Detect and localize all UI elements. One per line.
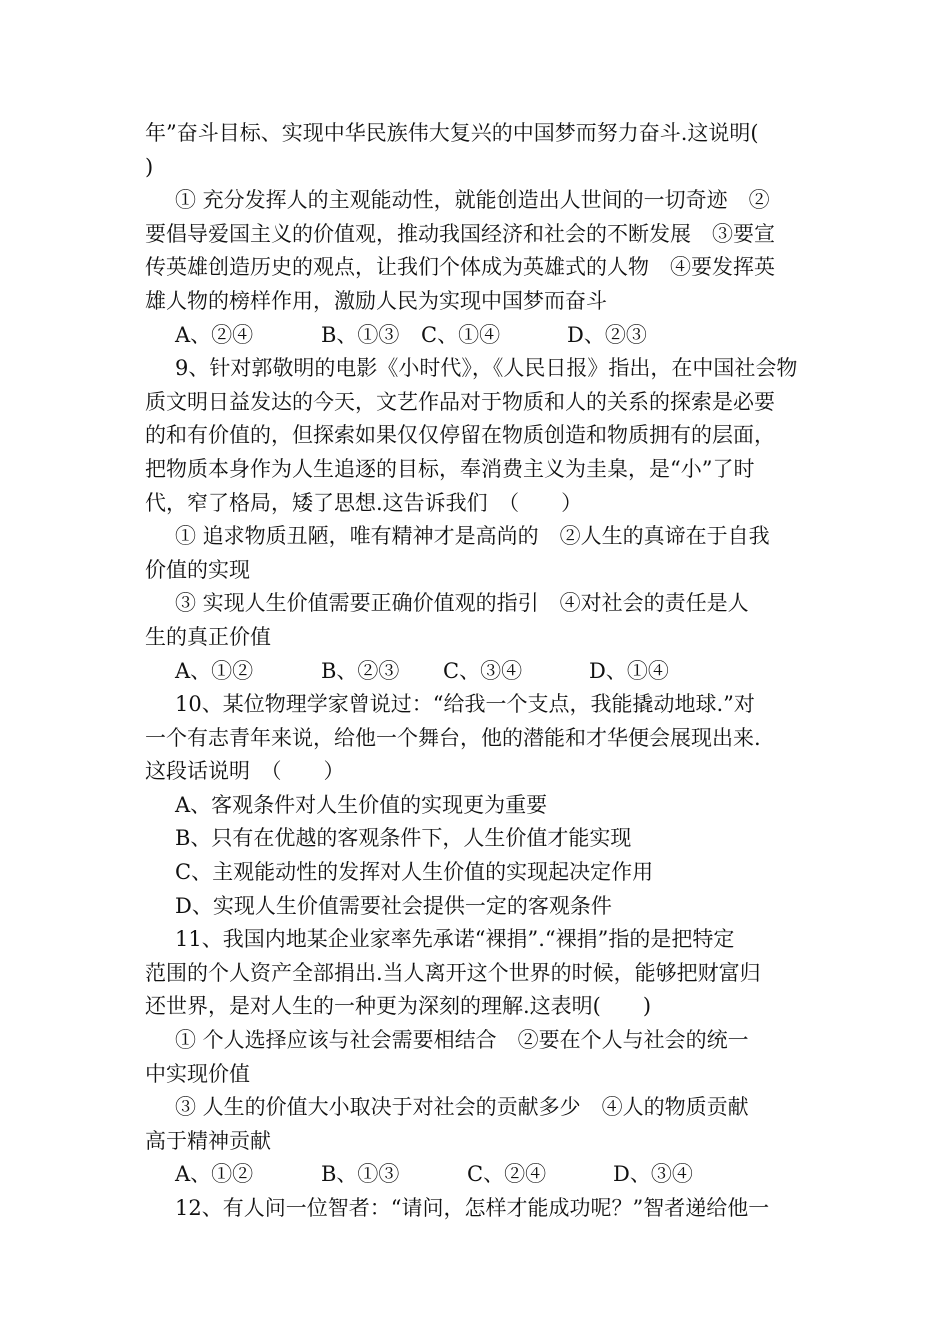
- option-d: D、②③: [567, 322, 647, 347]
- option-b: B、只有在优越的客观条件下，人生价值才能实现: [175, 826, 632, 851]
- text-line: 生的真正价值: [145, 624, 271, 649]
- option-b: B、①③: [321, 1162, 400, 1187]
- text-line: ③ 人生的价值大小取决于对社会的贡献多少 ④人的物质贡献: [175, 1095, 749, 1120]
- option-d: D、①④: [589, 658, 669, 683]
- text-line: ① 追求物质丑陋，唯有精神才是高尚的 ②人生的真谛在于自我: [175, 524, 770, 549]
- text-line: 这段话说明 （ ）: [145, 759, 345, 784]
- text-line: 雄人物的榜样作用，激励人民为实现中国梦而奋斗: [145, 288, 607, 313]
- text-line: ① 个人选择应该与社会需要相结合 ②要在个人与社会的统一: [175, 1028, 749, 1053]
- text-line: ① 充分发挥人的主观能动性，就能创造出人世间的一切奇迹 ②: [175, 188, 770, 213]
- text-line: 价值的实现: [145, 557, 250, 582]
- text-line: 把物质本身作为人生追逐的目标，奉消费主义为圭臬，是“小”了时: [145, 456, 755, 481]
- text-line: 高于精神贡献: [145, 1128, 271, 1153]
- text-line: 传英雄创造历史的观点，让我们个体成为英雄式的人物 ④要发挥英: [145, 255, 775, 280]
- text-line: 代，窄了格局，矮了思想.这告诉我们 （ ）: [145, 490, 583, 515]
- question-12-stem: 12、有人问一位智者：“请问，怎样才能成功呢？”智者递给他一: [175, 1196, 770, 1220]
- question-11-options: [145, 1158, 810, 1192]
- question-11-stem: 11、我国内地某企业家率先承诺“裸捐”.“裸捐”指的是把特定: [175, 927, 735, 952]
- text-line: 一个有志青年来说，给他一个舞台，他的潜能和才华便会展现出来.: [145, 725, 761, 750]
- question-9-options: [145, 655, 810, 689]
- option-d: D、③④: [613, 1162, 693, 1187]
- text-line: 范围的个人资产全部捐出.当人离开这个世界的时候，能够把财富归: [145, 960, 761, 985]
- option-a: A、②④: [175, 322, 254, 347]
- option-c: C、主观能动性的发挥对人生价值的实现起决定作用: [175, 860, 654, 885]
- option-a: A、客观条件对人生价值的实现更为重要: [175, 792, 548, 817]
- option-a: A、①②: [175, 1162, 254, 1187]
- text-line: ): [145, 154, 154, 179]
- option-c: C、①④: [421, 322, 501, 347]
- question-9-stem: 9、针对郭敬明的电影《小时代》，《人民日报》指出，在中国社会物: [175, 356, 798, 381]
- text-line: 年”奋斗目标、实现中华民族伟大复兴的中国梦而努力奋斗.这说明(: [145, 121, 759, 145]
- option-a: A、①②: [175, 658, 254, 683]
- text-line: 质文明日益发达的今天，文艺作品对于物质和人的关系的探索是必要: [145, 389, 775, 414]
- text-line: 的和有价值的，但探索如果仅仅停留在物质创造和物质拥有的层面，: [145, 423, 775, 448]
- option-c: C、②④: [467, 1162, 547, 1187]
- question-10-stem: 10、某位物理学家曾说过：“给我一个支点，我能撬动地球.”对: [175, 692, 755, 717]
- text-line: 中实现价值: [145, 1061, 250, 1086]
- option-c: C、③④: [443, 658, 523, 683]
- text-line: 要倡导爱国主义的价值观，推动我国经济和社会的不断发展 ③要宣: [145, 221, 775, 246]
- option-b: B、①③: [321, 322, 400, 347]
- document-body: [145, 117, 810, 1226]
- question-8-options: [145, 319, 810, 353]
- option-d: D、实现人生价值需要社会提供一定的客观条件: [175, 893, 612, 918]
- text-line: 还世界，是对人生的一种更为深刻的理解.这表明( ): [145, 994, 652, 1019]
- text-line: ③ 实现人生价值需要正确价值观的指引 ④对社会的责任是人: [175, 591, 749, 616]
- option-b: B、②③: [321, 658, 400, 683]
